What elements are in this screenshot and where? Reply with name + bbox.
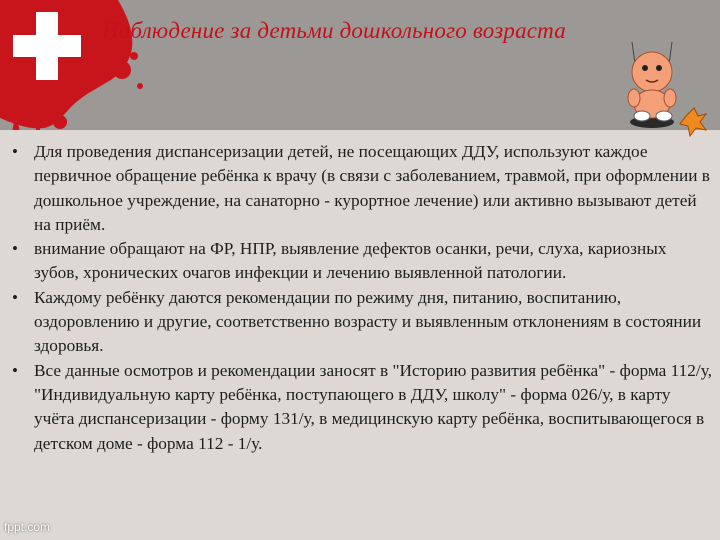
- list-item: [10, 359, 714, 456]
- bullet-symbol: •: [12, 239, 18, 259]
- list-item: [10, 237, 714, 286]
- list-item: [10, 140, 714, 237]
- bullet-symbol: •: [12, 142, 18, 161]
- watermark: fppt.com: [4, 520, 51, 534]
- bullet-list: [10, 140, 714, 456]
- bullet-text: Все данные осмотров и рекомендации заносят в "Историю развития ребёнка" - форма 112/у, "Индивидуальную карту ребёнка, поступающего в ДДУ, школу" - форма 026/у, в карту учёта диспансеризации - форму 131/у, в медицинскую карту ребёнка, воспитывающегося в детском доме - форма 112 - 1/у.: [34, 360, 712, 453]
- bullet-text: внимание обращают на ФР, НПР, выявление дефектов осанки, речи, слуха, кариозных зубов, хронических очагов инфекции и лечению выявленной патологии.: [34, 239, 667, 283]
- slide-title: Наблюдение за детьми дошкольного возраста: [102, 18, 566, 43]
- bullet-text: Каждому ребёнку даются рекомендации по режиму дня, питанию, воспитанию, оздоровлению и другие, соответственно возрасту и выявленным отклонениям в состоянии здоровья.: [34, 287, 702, 356]
- bullet-text: Для проведения диспансеризации детей, не посещающих ДДУ, используют каждое первичное обращение ребёнка к врачу (в связи с заболеванием, травмой, при оформлении в дошкольное учреждение, на санаторно - курортное лечение) или активно вызывают детей на приём.: [34, 142, 710, 234]
- list-item: [10, 286, 714, 359]
- bullet-symbol: •: [12, 360, 18, 380]
- bullet-symbol: •: [12, 287, 18, 307]
- baby-illustration: [612, 42, 712, 142]
